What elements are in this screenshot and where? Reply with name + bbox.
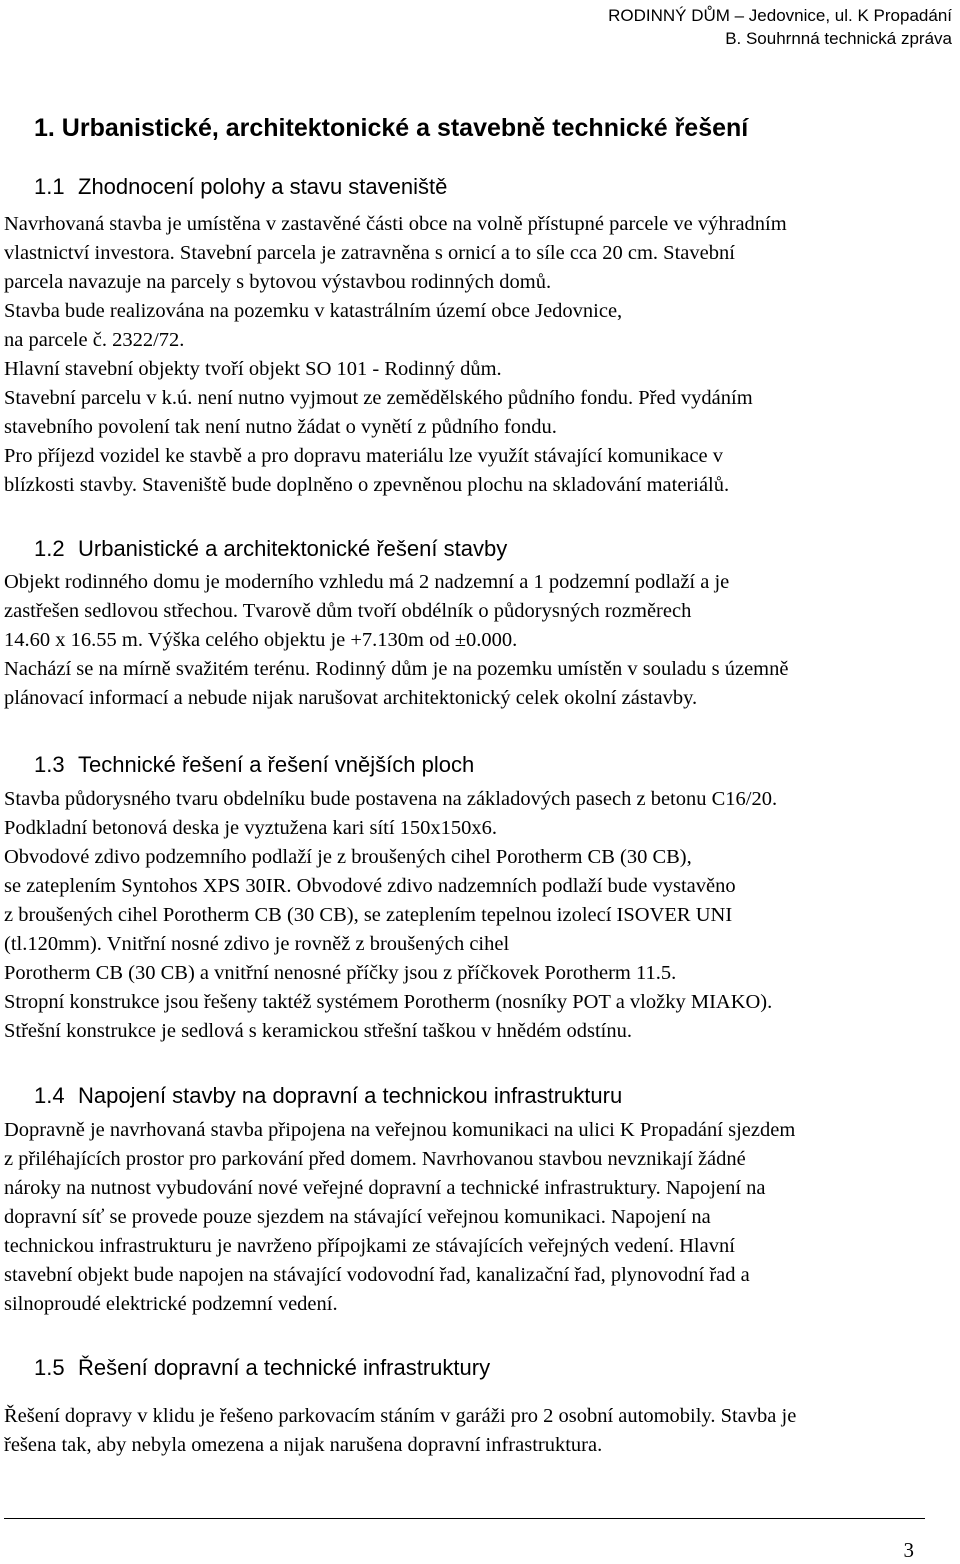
page-header: [608, 4, 952, 50]
section-body-1-4: [4, 1116, 960, 1319]
text-line: Stropní konstrukce jsou řešeny taktéž systémem Porotherm (nosníky POT a vložky MIAKO).: [4, 991, 773, 1013]
text-line: nároky na nutnost vybudování nové veřejné dopravní a technické infrastruktury. Napojení na: [4, 1177, 766, 1199]
text-line: Stavba půdorysného tvaru obdelníku bude postavena na základových pasech z betonu C16/20.: [4, 788, 778, 810]
section-heading-1-4: [34, 1083, 622, 1109]
text-line: zastřešen sedlovou střechou. Tvarově dům tvoří obdélník o půdorysných rozměrech: [4, 600, 692, 622]
text-line: Obvodové zdivo podzemního podlaží je z broušených cihel Porotherm CB (30 CB),: [4, 846, 692, 868]
section-heading-text: Technické řešení a řešení vnějších ploch: [78, 752, 475, 777]
section-body-1-5: [4, 1402, 960, 1460]
text-line: se zateplením Syntohos XPS 30IR. Obvodové zdivo nadzemních podlaží bude vystavěno: [4, 875, 736, 897]
text-line: Řešení dopravy v klidu je řešeno parkovacím stáním v garáži pro 2 osobní automobily. Stavba je: [4, 1405, 797, 1427]
section-number: 1.2: [34, 536, 65, 561]
text-line: Podkladní betonová deska je vyztužena kari sítí 150x150x6.: [4, 817, 498, 839]
text-line: vlastnictví investora. Stavební parcela je zatravněna s ornicí a to síle cca 20 cm. Stavební: [4, 242, 735, 264]
footer-divider: [4, 1518, 925, 1519]
text-line: silnoproudé elektrické podzemní vedení.: [4, 1293, 338, 1315]
text-line: technickou infrastrukturu je navrženo přípojkami ze stávajících veřejných vedení. Hlavní: [4, 1235, 735, 1257]
text-line: Objekt rodinného domu je moderního vzhledu má 2 nadzemní a 1 podzemní podlaží a je: [4, 571, 730, 593]
text-line: Stavební parcelu v k.ú. není nutno vyjmout ze zemědělského půdního fondu. Před vydáním: [4, 387, 753, 409]
text-line: plánovací informací a nebude nijak narušovat architektonický celek okolní zástavby.: [4, 687, 698, 709]
text-line: (tl.120mm). Vnitřní nosné zdivo je rovněž z broušených cihel: [4, 933, 510, 955]
text-line: dopravní síť se provede pouze sjezdem na stávající veřejnou komunikaci. Napojení na: [4, 1206, 711, 1228]
text-line: blízkosti stavby. Staveniště bude doplněno o zpevněnou plochu na skladování materiálů.: [4, 474, 730, 496]
section-body-1-2: [4, 568, 960, 713]
text-line: Stavba bude realizována na pozemku v katastrálním území obce Jedovnice,: [4, 300, 623, 322]
section-heading-1-2: [34, 536, 507, 562]
text-line: z broušených cihel Porotherm CB (30 CB), se zateplením tepelnou izolecí ISOVER UNI: [4, 904, 733, 926]
text-line: stavební objekt bude napojen na stávající vodovodní řad, kanalizační řad, plynovodní řad a: [4, 1264, 750, 1286]
text-line: Navrhovaná stavba je umístěna v zastavěné části obce na volně přístupné parcele ve výhradním: [4, 213, 787, 235]
header-project-title: RODINNÝ DŮM – Jedovnice, ul. K Propadání: [608, 6, 952, 25]
header-document-title: B. Souhrnná technická zpráva: [725, 29, 952, 48]
section-heading-text: Urbanistické a architektonické řešení stavby: [78, 536, 508, 561]
section-heading-text: Řešení dopravní a technické infrastruktury: [78, 1355, 491, 1380]
text-line: Porotherm CB (30 CB) a vnitřní nenosné příčky jsou z příčkovek Porotherm 11.5.: [4, 962, 677, 984]
section-heading-1-3: [34, 752, 474, 778]
chapter-title: 1. Urbanistické, architektonické a stavebně technické řešení: [34, 114, 749, 142]
section-heading-1-1: [34, 174, 447, 200]
section-body-1-1: [4, 210, 960, 500]
section-number: 1.5: [34, 1355, 65, 1380]
section-number: 1.3: [34, 752, 65, 777]
text-line: Dopravně je navrhovaná stavba připojena na veřejnou komunikaci na ulici K Propadání sjezdem: [4, 1119, 796, 1141]
page-number: 3: [903, 1538, 914, 1562]
text-line: parcela navazuje na parcely s bytovou výstavbou rodinných domů.: [4, 271, 552, 293]
section-number: 1.1: [34, 174, 65, 199]
section-number: 1.4: [34, 1083, 65, 1108]
section-heading-text: Napojení stavby na dopravní a technickou infrastrukturu: [78, 1083, 623, 1108]
text-line: Hlavní stavební objekty tvoří objekt SO 101 - Rodinný dům.: [4, 358, 502, 380]
text-line: z přiléhajících prostor pro parkování před domem. Navrhovanou stavbou nevznikají žádné: [4, 1148, 746, 1170]
text-line: řešena tak, aby nebyla omezena a nijak narušena dopravní infrastruktura.: [4, 1434, 603, 1456]
section-body-1-3: [4, 785, 960, 1046]
text-line: Pro příjezd vozidel ke stavbě a pro dopravu materiálu lze využít stávající komunikace v: [4, 445, 723, 467]
text-line: Střešní konstrukce je sedlová s keramickou střešní taškou v hnědém odstínu.: [4, 1020, 632, 1042]
text-line: 14.60 x 16.55 m. Výška celého objektu je +7.130m od ±0.000.: [4, 629, 518, 651]
section-heading-text: Zhodnocení polohy a stavu staveniště: [78, 174, 448, 199]
text-line: stavebního povolení tak není nutno žádat o vynětí z půdního fondu.: [4, 416, 557, 438]
text-line: Nachází se na mírně svažitém terénu. Rodinný dům je na pozemku umístěn v souladu s územně: [4, 658, 789, 680]
text-line: na parcele č. 2322/72.: [4, 329, 185, 351]
section-heading-1-5: [34, 1355, 490, 1381]
